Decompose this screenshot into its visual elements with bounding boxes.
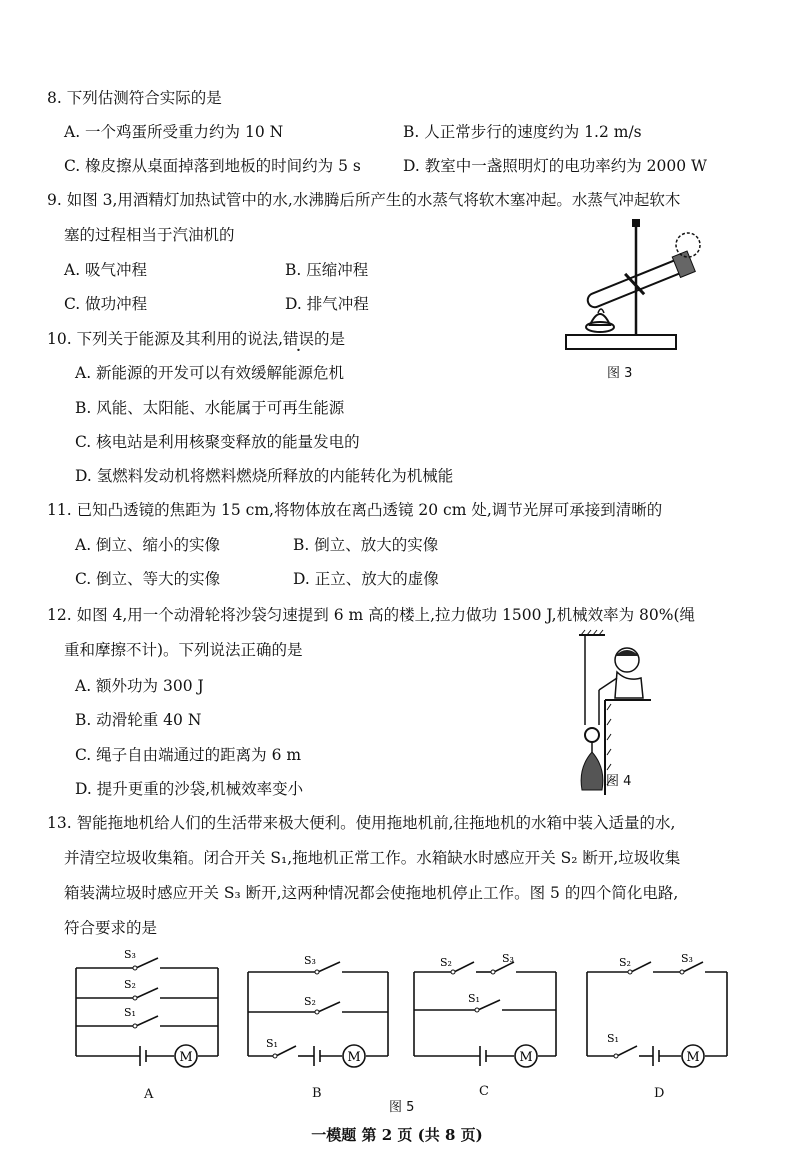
q10-stem-emphasis: 错误 — [283, 330, 315, 348]
circuit-a-s1: S₁ — [124, 1006, 136, 1019]
q11-option-a: A. 倒立、缩小的实像 — [75, 536, 221, 554]
circuit-b-s3: S₃ — [304, 954, 316, 967]
circuit-c-motor: M — [519, 1050, 533, 1065]
q10-stem-pre: 10. 下列关于能源及其利用的说法, — [47, 330, 284, 348]
q10-stem — [47, 329, 345, 349]
circuit-c-s2: S₂ — [440, 956, 452, 969]
q12-option-d: D. 提升更重的沙袋,机械效率变小 — [75, 780, 304, 798]
q13-stem-line2: 并清空垃圾收集箱。闭合开关 S₁,拖地机正常工作。水箱缺水时感应开关 S₂ 断开,垃圾收集 — [64, 849, 681, 867]
figure-3-heating-tube — [560, 215, 710, 360]
q11-stem: 11. 已知凸透镜的焦距为 15 cm,将物体放在离凸透镜 20 cm 处,调节光屏可承接到清晰的 — [47, 501, 663, 519]
circuit-c-s1: S₁ — [468, 992, 480, 1005]
circuit-d-motor: M — [686, 1050, 700, 1065]
circuit-b-s1: S₁ — [266, 1037, 278, 1050]
q12-option-a: A. 额外功为 300 J — [75, 677, 204, 695]
circuit-b-label: B — [312, 1086, 322, 1101]
q8-option-a: A. 一个鸡蛋所受重力约为 10 N — [64, 123, 284, 141]
circuit-c-s3: S₃ — [502, 952, 514, 965]
q13-stem-line3: 箱装满垃圾时感应开关 S₃ 断开,这两种情况都会使拖地机停止工作。图 5 的四个简化电路, — [64, 884, 679, 902]
circuit-a — [76, 948, 221, 1070]
q13-stem-line4: 符合要求的是 — [64, 919, 158, 937]
circuit-a-s2: S₂ — [124, 978, 136, 991]
q11-option-c: C. 倒立、等大的实像 — [75, 570, 221, 588]
figure-3-caption: 图 3 — [607, 366, 633, 381]
figure-4-caption: 图 4 — [606, 774, 632, 789]
q12-stem-line1: 12. 如图 4,用一个动滑轮将沙袋匀速提到 6 m 高的楼上,拉力做功 1500 J,机械效率为 80%(绳 — [47, 606, 696, 624]
circuit-b — [248, 954, 390, 1072]
circuit-d-s3: S₃ — [681, 952, 693, 965]
page-footer: 一模题 第 2 页 (共 8 页) — [311, 1126, 483, 1144]
q10-option-a: A. 新能源的开发可以有效缓解能源危机 — [75, 364, 345, 382]
q8-option-d: D. 教室中一盏照明灯的电功率约为 2000 W — [403, 157, 707, 175]
q9-stem-line2: 塞的过程相当于汽油机的 — [64, 226, 235, 244]
circuit-b-s2: S₂ — [304, 995, 316, 1008]
circuit-c — [414, 952, 558, 1072]
circuit-d-label: D — [654, 1086, 665, 1101]
q11-option-b: B. 倒立、放大的实像 — [293, 536, 439, 554]
q9-option-d: D. 排气冲程 — [285, 295, 369, 313]
q8-option-b: B. 人正常步行的速度约为 1.2 m/s — [403, 123, 642, 141]
q11-option-d: D. 正立、放大的虚像 — [293, 570, 439, 588]
q8-stem: 8. 下列估测符合实际的是 — [47, 89, 222, 107]
q12-option-b: B. 动滑轮重 40 N — [75, 711, 202, 729]
circuit-a-motor: M — [179, 1050, 193, 1065]
q8-option-c: C. 橡皮擦从桌面掉落到地板的时间约为 5 s — [64, 157, 361, 175]
figure-5-caption: 图 5 — [389, 1100, 415, 1115]
circuit-b-motor: M — [347, 1050, 361, 1065]
q10-option-b: B. 风能、太阳能、水能属于可再生能源 — [75, 399, 345, 417]
circuit-d — [587, 952, 729, 1072]
circuit-c-label: C — [479, 1084, 489, 1099]
circuit-a-label: A — [144, 1087, 154, 1102]
q9-option-a: A. 吸气冲程 — [64, 261, 148, 279]
q12-stem-line2: 重和摩擦不计)。下列说法正确的是 — [64, 641, 303, 659]
circuit-d-s1: S₁ — [607, 1032, 619, 1045]
q9-option-c: C. 做功冲程 — [64, 295, 148, 313]
q10-option-d: D. 氢燃料发动机将燃料燃烧所释放的内能转化为机械能 — [75, 467, 454, 485]
q12-option-c: C. 绳子自由端通过的距离为 6 m — [75, 746, 302, 764]
q9-stem-line1: 9. 如图 3,用酒精灯加热试管中的水,水沸腾后所产生的水蒸气将软木塞冲起。水蒸气冲起软木 — [47, 191, 681, 209]
q9-option-b: B. 压缩冲程 — [285, 261, 369, 279]
q13-stem-line1: 13. 智能拖地机给人们的生活带来极大便利。使用拖地机前,往拖地机的水箱中装入适量的水, — [47, 814, 676, 832]
q10-stem-post: 的是 — [314, 330, 346, 348]
circuit-a-s3: S₃ — [124, 948, 136, 961]
q10-option-c: C. 核电站是利用核聚变释放的能量发电的 — [75, 433, 360, 451]
circuit-d-s2: S₂ — [619, 956, 631, 969]
